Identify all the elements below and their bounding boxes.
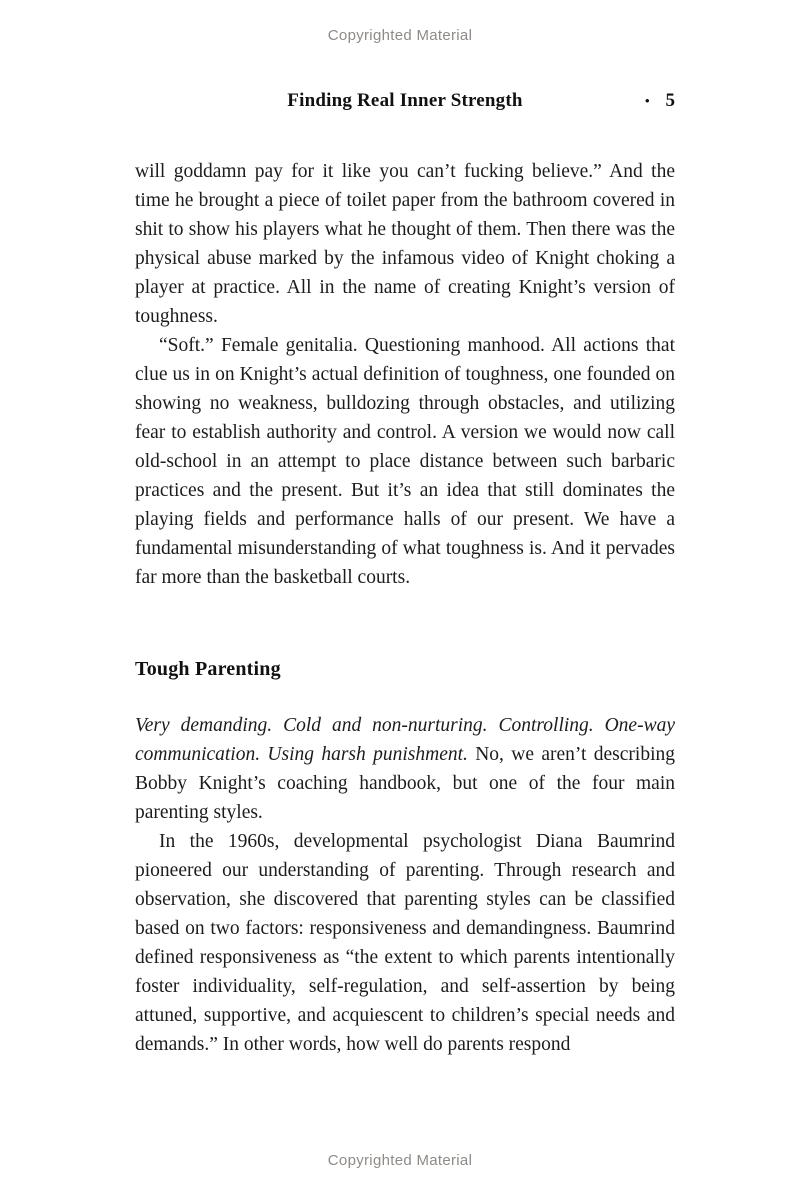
- copyright-notice-bottom: Copyrighted Material: [327, 1152, 473, 1169]
- copyright-notice-top: Copyrighted Material: [327, 27, 473, 44]
- header-separator-bullet: •: [644, 93, 650, 108]
- body-text-block: [135, 157, 675, 1059]
- running-header: [135, 90, 675, 114]
- page-number: 5: [665, 90, 675, 111]
- section-heading: Tough Parenting: [135, 658, 281, 680]
- paragraph-mixed: [135, 711, 675, 827]
- paragraph-italic-lead: Very demanding. Cold and non-nurturing. Controlling. One-way communication. Using harsh punishment.: [135, 715, 675, 765]
- running-header-title: Finding Real Inner Strength: [287, 90, 523, 111]
- paragraph-continuation: will goddamn pay for it like you can’t fucking believe.” And the time he brought a piece of toilet paper from the bathroom covered in shit to show his players what he thought of them. Then there was the physical abuse marked by the infamous video of Knight choking a player at practice. All in the name of creating Knight’s version of toughness.: [135, 161, 675, 327]
- paragraph: In the 1960s, developmental psychologist Diana Baumrind pioneered our understanding of parenting. Through research and observation, she discovered that parenting styles can be classified based on two factors: responsiveness and demandingness. Baumrind defined responsiveness as “the extent to which parents intentionally foster individuality, self-regulation, and self-assertion by being attuned, supportive, and acquiescent to children’s special needs and demands.” In other words, how well do parents respond: [135, 831, 675, 1055]
- paragraph: “Soft.” Female genitalia. Questioning manhood. All actions that clue us in on Knight’s actual definition of toughness, one founded on showing no weakness, bulldozing through obstacles, and utilizing fear to establish authority and control. A version we would now call old-school in an attempt to place distance between such barbaric practices and the present. But it’s an idea that still dominates the playing fields and performance halls of our present. We have a fundamental misunderstanding of what toughness is. And it pervades far more than the basketball courts.: [135, 335, 675, 588]
- page-number-group: [645, 90, 675, 112]
- paragraph-regular-tail: No, we aren’t describing Bobby Knight’s coaching handbook, but one of the four main parenting styles.: [135, 744, 675, 823]
